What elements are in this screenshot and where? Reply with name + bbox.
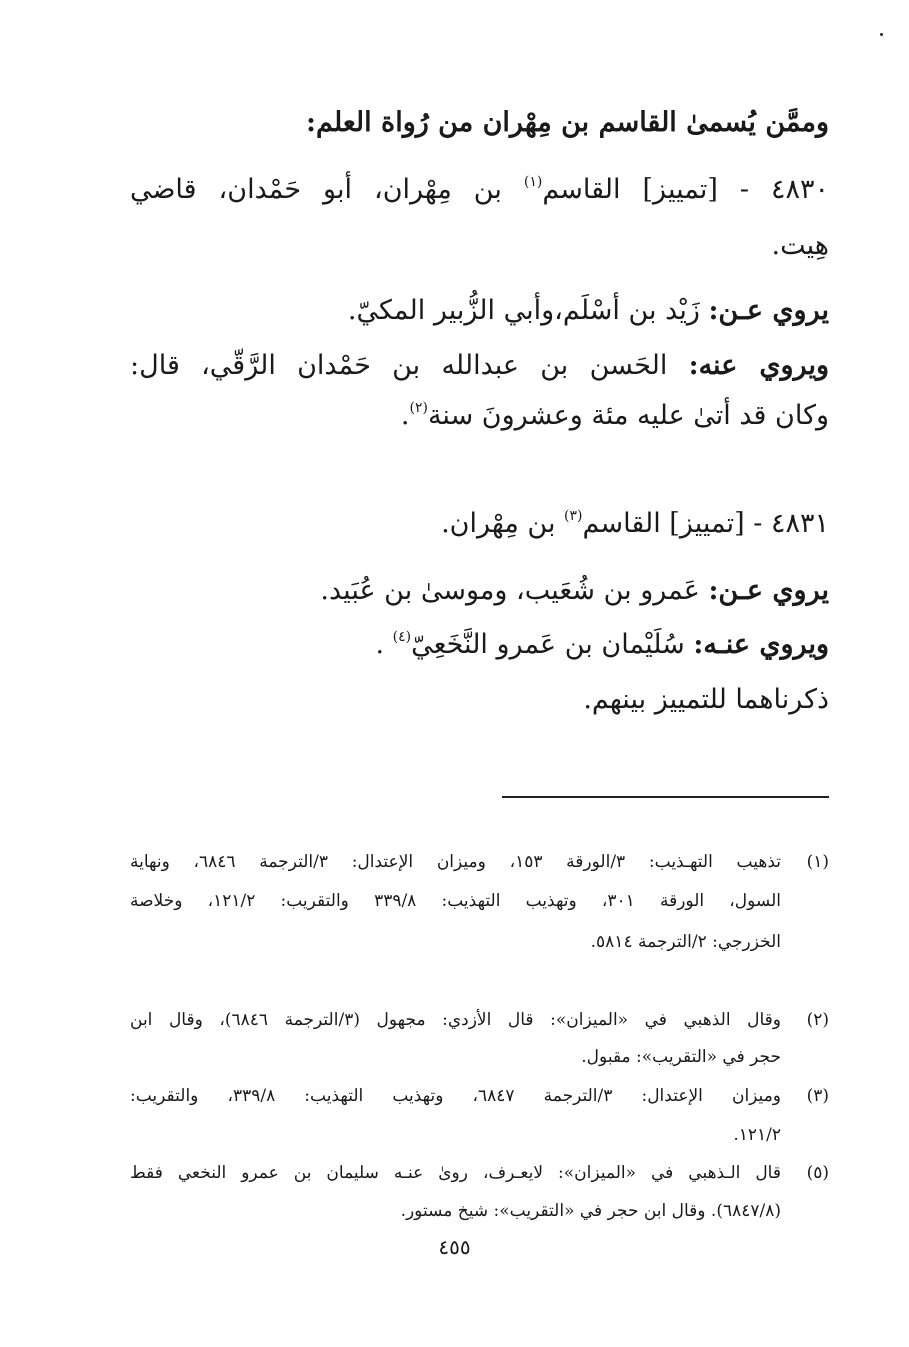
footnote-number: (٥)	[806, 1163, 829, 1183]
entry-4831-title-rest: بن مِهْران.	[441, 508, 565, 539]
entry-4830-note-text: وكان قد أتىٰ عليه مئة وعشرونَ سنة	[427, 400, 829, 431]
footnote-number: (٢)	[806, 1010, 829, 1030]
entry-4830-note-end: .	[400, 400, 410, 431]
footnote-2-line: وقال الذهبي في «الميزان»: قال الأزدي: مجهول (٣/الترجمة ٦٨٤٦)، وقال ابن	[130, 1010, 781, 1030]
entry-4831-closing: ذكرناهما للتمييز بينهم.	[583, 684, 829, 715]
entry-4830-note	[401, 396, 829, 436]
footnote-3-line: وميزان الإعتدال: ٣/الترجمة ٦٨٤٧، وتهذيب التهذيب: ٣٣٩/٨، والتقريب:	[130, 1086, 782, 1106]
scan-speck	[880, 33, 883, 36]
narrated-by-end: .	[375, 629, 393, 660]
section-heading: وممَّن يُسمىٰ القاسم بن مِهْران من رُواة العلم:	[306, 107, 829, 138]
entry-4830-title-rest: بن مِهْران، أبو حَمْدان، قاضي	[130, 174, 524, 205]
page-number: ٤٥٥	[438, 1235, 471, 1259]
entry-4830-title	[130, 170, 829, 210]
entry-4831-title-text: ٤٨٣١ - [تمييز] القاسم	[582, 508, 829, 539]
narrates-from-label: يروي عـن:	[708, 295, 829, 326]
entry-4831-narrates-from	[320, 571, 829, 611]
entry-4830-title-text: ٤٨٣٠ - [تمييز] القاسم	[542, 174, 829, 205]
footnote-1-line: تذهيب التهـذيب: ٣/الورقة ١٥٣، وميزان الإعتدال: ٣/الترجمة ٦٨٤٦، ونهاية	[130, 852, 781, 872]
footnote-ref-2[interactable]: (٢)	[409, 400, 428, 416]
footnote-divider	[502, 796, 829, 798]
footnote-ref-3[interactable]: (٣)	[564, 508, 583, 524]
footnote-ref-4[interactable]: (٤)	[392, 629, 412, 645]
footnote-3-line: ١٢١/٢.	[733, 1125, 781, 1145]
narrates-from-label: يروي عـن:	[708, 575, 829, 606]
footnote-2-line: حجر في «التقريب»: مقبول.	[581, 1047, 781, 1067]
entry-4830-narrates-from	[348, 291, 829, 331]
footnote-5-line: (٦٨٤٧/٨). وقال ابن حجر في «التقريب»: شيخ مستور.	[400, 1201, 781, 1221]
entry-4831-title	[441, 504, 829, 544]
entry-4830-title-cont: هِيت.	[771, 230, 829, 261]
narrated-by-text: الحَسن بن عبدالله بن حَمْدان الرَّقّي، قال:	[130, 350, 689, 381]
narrates-from-text: عَمرو بن شُعَيب، وموسىٰ بن عُبَيد.	[320, 575, 709, 606]
entry-4831-narrated-by	[375, 625, 829, 665]
footnote-ref-1[interactable]: (١)	[523, 174, 543, 190]
narrates-from-text: زَيْد بن أسْلَم،وأبي الزُّبير المكيّ.	[347, 295, 709, 326]
narrated-by-label: ويروي عنه:	[688, 350, 829, 381]
narrated-by-text: سُلَيْمان بن عَمرو النَّخَعِيّ	[411, 629, 694, 660]
footnote-1-line: السول، الورقة ٣٠١، وتهذيب التهذيب: ٣٣٩/٨ والتقريب: ١٢١/٢، وخلاصة	[130, 891, 781, 911]
entry-4830-narrated-by	[130, 346, 829, 386]
footnote-number: (٣)	[806, 1086, 829, 1106]
footnote-1-line: الخزرجي: ٢/الترجمة ٥٨١٤.	[590, 932, 781, 952]
footnote-number: (١)	[806, 852, 829, 872]
footnote-5-line: قال الـذهبي في «الميزان»: لايعـرف، روىٰ عنـه سليمان بن عمرو النخعي فقط	[130, 1163, 781, 1183]
narrated-by-label: ويروي عنـه:	[693, 629, 829, 660]
